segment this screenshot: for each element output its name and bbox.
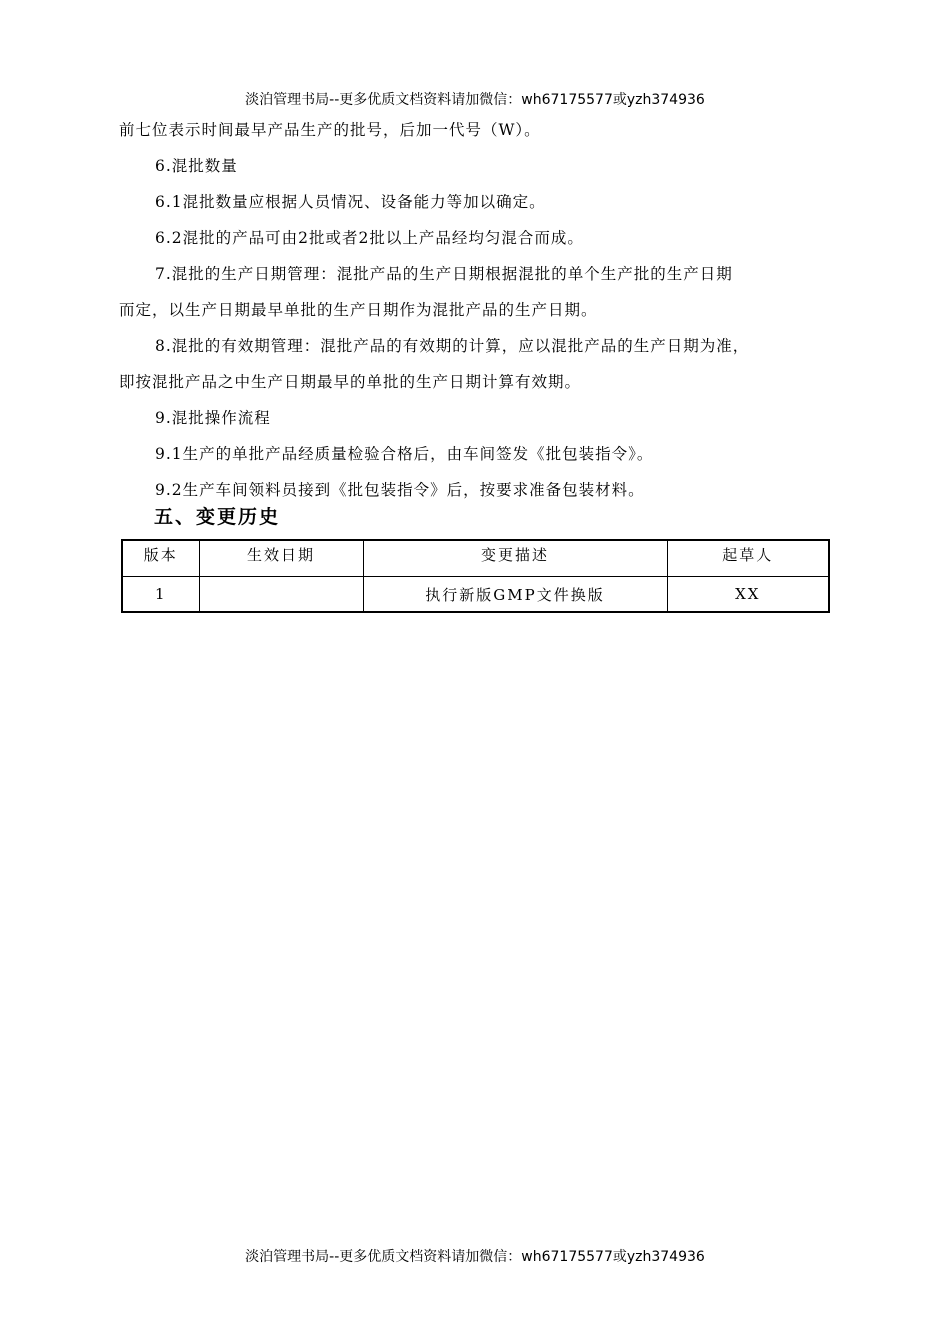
paragraph-6-2: 6.2混批的产品可由2批或者2批以上产品经均匀混合而成。 <box>155 229 584 247</box>
cell-change-description: 执行新版GMP文件换版 <box>363 577 667 613</box>
paragraph-6-heading: 6.混批数量 <box>155 157 238 175</box>
table-row <box>122 577 829 613</box>
paragraph-batch-code: 前七位表示时间最早产品生产的批号，后加一代号（W）。 <box>119 121 541 139</box>
paragraph-6-1: 6.1混批数量应根据人员情况、设备能力等加以确定。 <box>155 193 546 211</box>
section-title-change-history: 五、变更历史 <box>154 506 281 528</box>
paragraph-9-2: 9.2生产车间领料员接到《批包装指令》后，按要求准备包装材料。 <box>155 481 645 499</box>
cell-version: 1 <box>122 577 199 613</box>
paragraph-8-line2: 即按混批产品之中生产日期最早的单批的生产日期计算有效期。 <box>119 373 582 391</box>
header-drafter: 起草人 <box>667 540 829 577</box>
document-body <box>119 118 839 503</box>
table-header-row <box>122 540 829 577</box>
page-footer: 淡泊管理书局--更多优质文档资料请加微信：wh67175577或yzh374936 <box>245 1249 705 1265</box>
paragraph-9-heading: 9.混批操作流程 <box>155 409 271 427</box>
paragraph-7-line2: 而定，以生产日期最早单批的生产日期作为混批产品的生产日期。 <box>119 301 598 319</box>
header-version: 版本 <box>122 540 199 577</box>
paragraph-7-line1: 7.混批的生产日期管理：混批产品的生产日期根据混批的单个生产批的生产日期 <box>155 265 733 283</box>
page-header: 淡泊管理书局--更多优质文档资料请加微信：wh67175577或yzh374936 <box>245 92 705 108</box>
cell-effective-date <box>199 577 363 613</box>
header-change-description: 变更描述 <box>363 540 667 577</box>
change-history-table <box>121 539 830 613</box>
cell-drafter: XX <box>667 577 829 613</box>
header-effective-date: 生效日期 <box>199 540 363 577</box>
paragraph-8-line1: 8.混批的有效期管理：混批产品的有效期的计算，应以混批产品的生产日期为准， <box>155 337 750 355</box>
paragraph-9-1: 9.1生产的单批产品经质量检验合格后，由车间签发《批包装指令》。 <box>155 445 654 463</box>
